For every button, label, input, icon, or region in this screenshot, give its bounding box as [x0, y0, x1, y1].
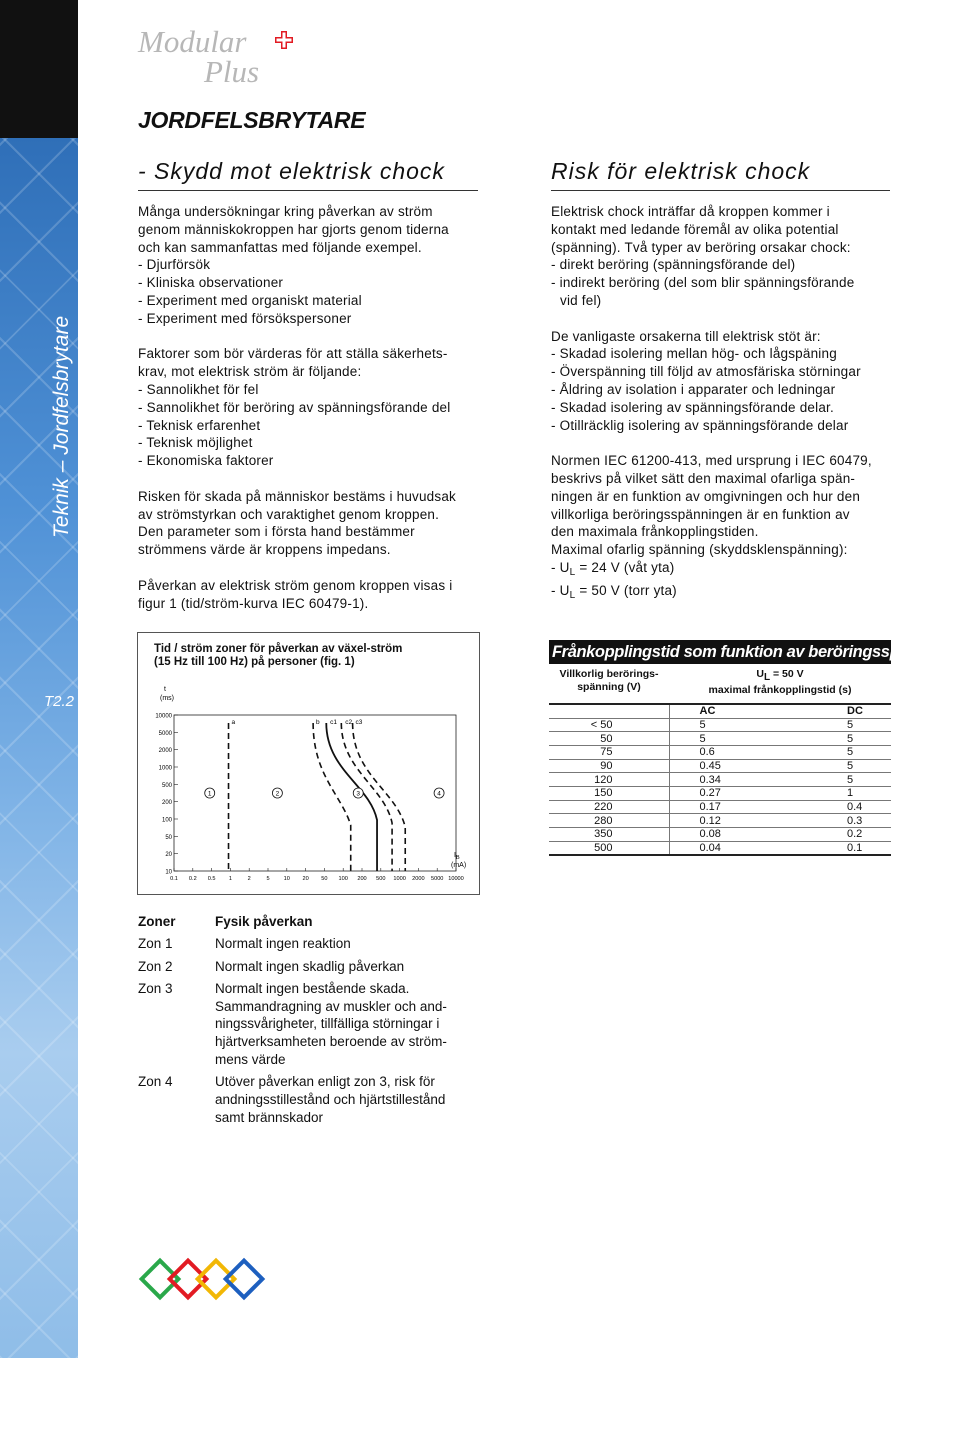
dc-time-cell: 0.3: [779, 814, 891, 828]
table-row: [549, 759, 891, 773]
x-tick-label: 500: [376, 876, 386, 882]
table-subheading-voltage: Villkorlig berörings- spänning (V): [559, 668, 659, 693]
zone-row: [138, 1073, 498, 1126]
x-tick-label: 0.1: [170, 876, 178, 882]
left-column-text: [138, 203, 483, 612]
voltage-cell: 90: [549, 759, 669, 773]
text-line: ningen är en funktion av omgivningen och hur den: [551, 488, 861, 504]
left-section-heading: - Skydd mot elektrisk chock: [138, 158, 478, 191]
text-line: De vanligaste orsakerna till elektrisk stöt är:: [551, 328, 821, 344]
list-item: - direkt beröring (spänningsförande del): [551, 257, 796, 273]
ac-time-cell: 5: [669, 732, 779, 746]
table-row: [549, 814, 891, 828]
x-tick-label: 200: [357, 876, 367, 882]
text-line: den maximala frånkopplingstiden.: [551, 524, 759, 540]
x-tick-label: 2000: [412, 876, 425, 882]
table-subheading-time: $U_L = 50$ V maximal frånkopplingstid (s): [708, 668, 852, 696]
y-axis-unit-2: (ms): [160, 695, 174, 702]
page-title: JORDFELSBRYTARE: [138, 107, 366, 133]
zones-header: Zoner Fysik påverkan: [138, 914, 313, 929]
text-line: Många undersökningar kring påverkan av ström: [138, 204, 433, 219]
logo-line-1: Modular: [138, 24, 247, 59]
logo-line-2: Plus: [204, 54, 260, 89]
curve-label: a: [231, 719, 236, 726]
x-tick-label: 1: [228, 876, 232, 882]
list-item: - Överspänning till följd av atmosfäriska störningar: [551, 364, 861, 380]
text-line: Maximal ofarlig spänning (skyddsklenspänning):: [551, 542, 848, 558]
table-row: [549, 745, 891, 759]
logo-cross-icon: [274, 30, 294, 50]
x-tick-label: 10: [283, 876, 290, 882]
decorative-diamonds: [136, 1257, 266, 1311]
zone-marker-label: 2: [275, 790, 280, 798]
y-tick-label: 200: [161, 800, 172, 807]
y-tick-label: 10: [165, 869, 172, 876]
y-tick-label: 1000: [158, 765, 172, 772]
x-tick-label: 0.2: [188, 876, 197, 882]
zone-description: Normalt ingen skadlig påverkan: [215, 958, 405, 974]
page-number: 146: [40, 1410, 69, 1429]
list-item: - Sannolikhet för fel: [138, 381, 259, 397]
list-item: - Otillräcklig isolering av spänningsförande delar: [551, 417, 849, 433]
zone-marker-label: 1: [207, 790, 212, 798]
list-item: - Skadad isolering av spänningsförande delar.: [551, 399, 834, 415]
ac-time-cell: 0.27: [669, 786, 779, 800]
zone-marker-label: 3: [356, 790, 361, 798]
text-line: villkorliga beröringsspänningen är en funktion av: [551, 506, 850, 522]
text-line: Normen IEC 61200-413, med ursprung i IEC 60479,: [551, 453, 872, 469]
list-item: - Ekonomiska faktorer: [138, 453, 274, 469]
sidebar-band: [0, 138, 78, 1429]
table-header-row: [549, 704, 891, 718]
text-line: figur 1 (tid/ström-kurva IEC 60479-1).: [138, 595, 369, 611]
list-item: - Experiment med organiskt material: [138, 292, 362, 308]
voltage-cell: 500: [549, 841, 669, 855]
curve-label: c3: [355, 719, 363, 726]
dc-time-cell: 5: [779, 745, 891, 759]
column-header-ac: AC: [669, 704, 779, 718]
x-tick-label: 0.5: [207, 876, 216, 882]
voltage-limit-wet: - $U_L = 24$ V (våt yta): [551, 559, 675, 578]
zone-description: Normalt ingen reaktion: [215, 936, 351, 952]
list-item: - Skadad isolering mellan hög- och lågspäning: [551, 346, 837, 362]
y-tick-label: 20: [165, 852, 172, 859]
voltage-limit-dry: - $U_L = 50$ V (torr yta): [551, 582, 677, 601]
voltage-cell: 120: [549, 773, 669, 787]
voltage-cell: 150: [549, 786, 669, 800]
zone-name: Zon 4: [138, 1074, 173, 1090]
dc-time-cell: 0.1: [779, 841, 891, 855]
figure-1-box: [137, 632, 480, 895]
list-item: - Åldring av isolation i apparater och ledningar: [551, 381, 836, 397]
list-item: - Kliniska observationer: [138, 275, 284, 291]
voltage-cell: 350: [549, 828, 669, 842]
list-item: - Teknisk möjlighet: [138, 435, 253, 451]
list-item: - Djurförsök: [138, 257, 211, 273]
zone-description: Utöver påverkan enligt zon 3, risk för andningsstillestånd och hjärtstillestånd samt brännskador: [215, 1074, 446, 1125]
ac-time-cell: 0.12: [669, 814, 779, 828]
sidebar-section-code: T2.2: [44, 693, 75, 710]
ac-time-cell: 5: [669, 718, 779, 732]
column-header-dc: DC: [779, 704, 891, 718]
dc-time-cell: 1: [779, 786, 891, 800]
text-line: Faktorer som bör värderas för att ställa säkerhets-: [138, 346, 448, 362]
zone-marker-label: 4: [437, 790, 441, 798]
y-tick-label: 5000: [158, 730, 172, 737]
voltage-cell: 280: [549, 814, 669, 828]
list-item: - Teknisk erfarenhet: [138, 417, 261, 433]
x-tick-label: 20: [302, 876, 309, 882]
dc-time-cell: 5: [779, 759, 891, 773]
x-tick-label: 100: [338, 876, 348, 882]
list-item: - Sannolikhet för beröring av spänningsförande del: [138, 399, 451, 415]
y-axis-unit: t: [164, 686, 166, 693]
text-line: krav, mot elektrisk ström är följande:: [138, 364, 362, 380]
table-row: [549, 800, 891, 814]
table-row: [549, 786, 891, 800]
dc-time-cell: 5: [779, 773, 891, 787]
text-line: och kan sammanfattas med följande exempel.: [138, 239, 422, 255]
table-row: [549, 841, 891, 855]
curve-label: c2: [345, 719, 353, 726]
zone-row: [138, 958, 498, 976]
x-axis-unit-2: (mA): [451, 862, 467, 869]
right-section-heading: Risk för elektrisk chock: [551, 158, 890, 191]
list-item-continued: vid fel): [560, 292, 602, 308]
text-line: Den parameter som i första hand bestämmer: [138, 524, 415, 540]
voltage-cell: 50: [549, 732, 669, 746]
sidebar-top-block: [0, 0, 78, 138]
dc-time-cell: 0.4: [779, 800, 891, 814]
voltage-cell: 75: [549, 745, 669, 759]
ac-time-cell: 0.17: [669, 800, 779, 814]
text-line: Elektrisk chock inträffar då kroppen kommer i: [551, 204, 830, 219]
figure-title: Tid / ström zoner för påverkan av växel-ström (15 Hz till 100 Hz) på personer (fig. 1): [154, 643, 403, 668]
zone-row: [138, 935, 498, 953]
text-line: strömmens värde är kroppens impedans.: [138, 542, 391, 558]
table-row: [549, 828, 891, 842]
ac-time-cell: 0.04: [669, 841, 779, 855]
x-tick-label: 50: [321, 876, 328, 882]
zone-row: [138, 980, 498, 1069]
list-item: - indirekt beröring (del som blir spänningsförande: [551, 275, 855, 291]
list-item: - Experiment med försökspersoner: [138, 310, 352, 326]
text-line: kontakt med ledande föremål av olika potential: [551, 221, 839, 237]
voltage-cell: 220: [549, 800, 669, 814]
x-tick-label: 1000: [393, 876, 406, 882]
right-column-text: [551, 203, 896, 605]
y-tick-label: 2000: [158, 748, 172, 755]
table-row: [549, 732, 891, 746]
text-line: beskrivs på vilket sätt den maximal ofarliga spän-: [551, 470, 856, 486]
chart-frame: [174, 715, 456, 871]
zone-description: Normalt ingen bestående skada. Sammandragning av muskler och and- ningssvårigheter, tillfälliga störningar i hjärtverksamheten beroende av ström- mens värde: [215, 980, 447, 1068]
dc-time-cell: 5: [779, 732, 891, 746]
dc-time-cell: 5: [779, 718, 891, 732]
y-tick-label: 500: [161, 782, 172, 789]
ac-time-cell: 0.08: [669, 828, 779, 842]
table-row: [549, 718, 891, 732]
curve-label: b: [316, 719, 320, 726]
zone-name: Zon 3: [138, 980, 173, 996]
table-heading: Frånkopplingstid som funktion av beröringsspänning: [549, 640, 891, 664]
text-line: Påverkan av elektrisk ström genom kroppen visas i: [138, 577, 453, 593]
voltage-cell: < 50: [549, 718, 669, 732]
text-line: av strömstyrkan och varaktighet genom kroppen.: [138, 506, 440, 522]
text-line: (spänning). Två typer av beröring orsakar chock:: [551, 239, 851, 255]
table-row: [549, 773, 891, 787]
zone-name: Zon 1: [138, 936, 173, 952]
dc-time-cell: 0.2: [779, 828, 891, 842]
x-tick-label: 10000: [448, 876, 464, 882]
ac-time-cell: 0.45: [669, 759, 779, 773]
ac-time-cell: 0.34: [669, 773, 779, 787]
x-tick-label: 5000: [430, 876, 444, 882]
y-tick-label: 10000: [155, 713, 172, 720]
disconnection-time-table: [549, 703, 891, 856]
zone-name: Zon 2: [138, 958, 173, 974]
curve-c1: [326, 723, 377, 871]
x-tick-label: 2: [247, 876, 251, 882]
zones-list: [138, 913, 498, 1131]
text-line: Risken för skada på människor bestäms i huvudsak: [138, 488, 456, 504]
curve-label: c1: [330, 719, 338, 726]
ac-time-cell: 0.6: [669, 745, 779, 759]
sidebar-section-title: Teknik – Jordfelsbrytare: [50, 315, 73, 538]
y-tick-label: 100: [161, 817, 172, 824]
x-tick-label: 5: [266, 876, 270, 882]
text-line: genom människokroppen har gjorts genom tiderna: [138, 221, 449, 237]
time-current-zone-chart: [138, 633, 481, 896]
y-tick-label: 50: [165, 834, 172, 841]
x-axis-unit: $I_B$: [454, 852, 460, 861]
